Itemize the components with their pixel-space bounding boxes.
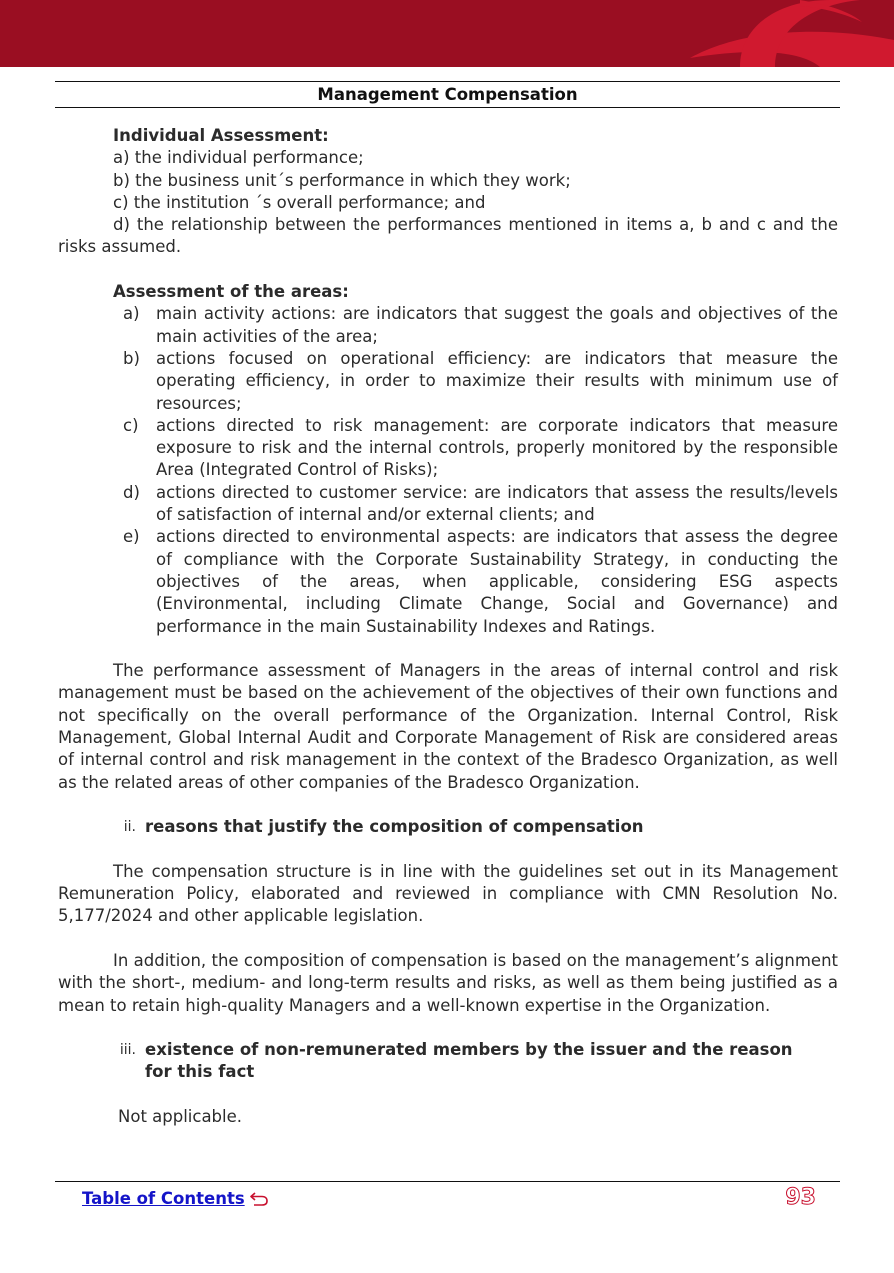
areas-list	[58, 303, 838, 637]
list-marker: c)	[123, 415, 139, 435]
list-item	[58, 482, 838, 527]
section-heading-ii	[58, 816, 838, 838]
return-arrow-icon	[249, 1190, 269, 1208]
section-title: reasons that justify the composition of compensation	[145, 817, 644, 837]
paragraph-composition: In addition, the composition of compensation is based on the management’s alignment with the short-, medium- and long-term results and risks, as well as them being justified as a mean to retain high-quality Managers and a well-known expertise in the Organization.	[58, 950, 838, 1015]
list-item	[58, 415, 838, 482]
document-body	[58, 125, 838, 1128]
list-marker: e)	[123, 527, 140, 547]
paragraph-compensation-structure: The compensation structure is in line with the guidelines set out in its Management Remuneration Policy, elaborated and reviewed in compliance with CMN Resolution No. 5,177/2024 and other applicable legislation.	[58, 861, 838, 926]
list-item	[58, 526, 838, 637]
page-number: 93	[785, 1185, 816, 1210]
paragraph-performance-assessment: The performance assessment of Managers in the areas of internal control and risk management must be based on the achievement of the objectives of their own functions and not specifically on the overall performance of the Organization. Internal Control, Risk Management, Global Internal Audit and Corporate Management of Risk are considered areas of internal control and risk management in the context of the Bradesco Organization, as well as the related areas of other companies of the Bradesco Organization.	[58, 661, 838, 792]
list-item	[58, 348, 838, 415]
list-marker: b)	[123, 348, 140, 368]
list-item	[58, 303, 838, 348]
list-item-text: actions directed to customer service: are indicators that assess the results/levels of satisfaction of internal and/or external clients; and	[156, 482, 838, 525]
section-title: existence of non-remunerated members by the issuer and the reason for this fact	[145, 1040, 793, 1082]
areas-assessment-heading: Assessment of the areas:	[113, 282, 349, 302]
individual-item-b: b) the business unit´s performance in which they work;	[113, 170, 571, 190]
list-marker: d)	[123, 482, 140, 502]
brand-swoosh-icon	[0, 0, 894, 67]
individual-item-d: d) the relationship between the performances mentioned in items a, b and c and the risks assumed.	[58, 215, 838, 257]
list-marker: a)	[123, 304, 140, 324]
table-of-contents-label: Table of Contents	[82, 1189, 245, 1208]
individual-assessment-heading: Individual Assessment:	[113, 126, 329, 145]
list-item-text: actions directed to environmental aspects: are indicators that assess the degree of compliance with the Corporate Sustainability Strategy, in conducting the objectives of the areas, when applicable, considering ESG aspects (Environmental, including Climate Change, Social and Governance) and performance in the main Sustainability Indexes and Ratings.	[156, 527, 838, 636]
individual-item-a: a) the individual performance;	[113, 148, 364, 168]
header-banner	[0, 0, 894, 67]
section-heading-iii	[58, 1039, 838, 1084]
section-marker: iii.	[119, 1042, 136, 1059]
list-item-text: main activity actions: are indicators that suggest the goals and objectives of the main activities of the area;	[156, 304, 838, 346]
list-item-text: actions directed to risk management: are corporate indicators that measure exposure to risk and the internal controls, properly monitored by the responsible Area (Integrated Control of Risks);	[156, 415, 838, 480]
list-item-text: actions focused on operational efficiency: are indicators that measure the operating efficiency, in order to maximize their results with minimum use of resources;	[156, 348, 838, 413]
individual-item-c: c) the institution ´s overall performance; and	[113, 192, 486, 212]
table-of-contents-link[interactable]	[82, 1189, 269, 1208]
section-marker: ii.	[123, 819, 136, 836]
footer-divider	[55, 1181, 840, 1182]
paragraph-not-applicable: Not applicable.	[118, 1107, 243, 1127]
page-title: Management Compensation	[55, 81, 840, 108]
